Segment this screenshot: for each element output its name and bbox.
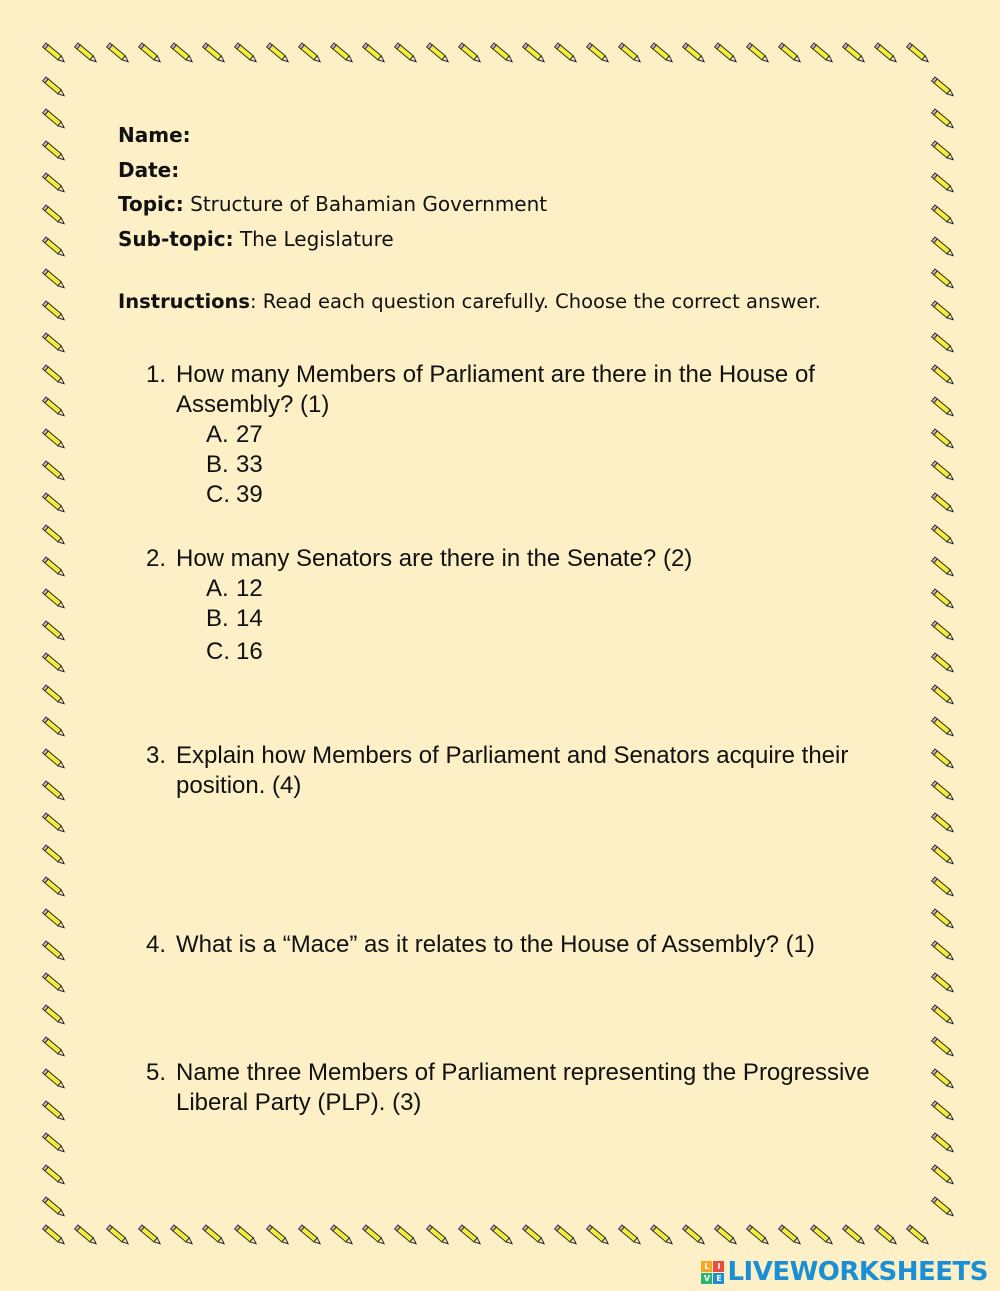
logo-block-i: I bbox=[713, 1261, 724, 1272]
pencil-icon bbox=[932, 493, 955, 514]
pencil-icon bbox=[619, 1225, 642, 1246]
question-2-option-a[interactable] bbox=[206, 574, 263, 604]
question-2 bbox=[146, 544, 886, 574]
pencil-icon bbox=[932, 941, 955, 962]
question-text: How many Members of Parliament are there in the House of Assembly? (1) bbox=[176, 361, 815, 418]
question-4 bbox=[146, 930, 886, 960]
logo-block-e: E bbox=[713, 1273, 724, 1284]
pencil-icon bbox=[932, 269, 955, 290]
pencil-icon bbox=[43, 77, 66, 98]
pencil-icon bbox=[43, 43, 66, 64]
subtopic-label: Sub-topic: bbox=[118, 226, 234, 251]
pencil-icon bbox=[587, 1225, 610, 1246]
pencil-icon bbox=[43, 973, 66, 994]
question-number: 1. bbox=[146, 361, 167, 388]
date-row bbox=[118, 153, 547, 188]
option-value: 12 bbox=[236, 575, 263, 602]
pencil-icon bbox=[43, 397, 66, 418]
question-1-option-c[interactable] bbox=[206, 480, 263, 510]
pencil-icon bbox=[43, 237, 66, 258]
pencil-icon bbox=[491, 1225, 514, 1246]
subtopic-row bbox=[118, 222, 547, 257]
pencil-icon bbox=[395, 43, 418, 64]
date-label: Date: bbox=[118, 157, 180, 182]
pencil-icon bbox=[459, 1225, 482, 1246]
pencil-icon bbox=[932, 77, 955, 98]
pencil-icon bbox=[523, 43, 546, 64]
option-value: 14 bbox=[236, 605, 263, 632]
pencil-icon bbox=[299, 43, 322, 64]
pencil-icon bbox=[43, 557, 66, 578]
option-letter: A. bbox=[206, 575, 229, 602]
pencil-icon bbox=[43, 749, 66, 770]
pencil-icon bbox=[932, 1165, 955, 1186]
pencil-icon bbox=[779, 43, 802, 64]
pencil-icon bbox=[43, 1197, 66, 1218]
pencil-icon bbox=[932, 461, 955, 482]
pencil-icon bbox=[932, 109, 955, 130]
pencil-icon bbox=[43, 109, 66, 130]
pencil-icon bbox=[43, 589, 66, 610]
pencil-icon bbox=[43, 141, 66, 162]
pencil-icon bbox=[932, 301, 955, 322]
pencil-icon bbox=[43, 205, 66, 226]
pencil-icon bbox=[491, 43, 514, 64]
pencil-icon bbox=[683, 43, 706, 64]
question-text: How many Senators are there in the Senate? (2) bbox=[176, 545, 693, 572]
pencil-icon bbox=[932, 685, 955, 706]
pencil-icon bbox=[43, 269, 66, 290]
pencil-icon bbox=[907, 1225, 930, 1246]
pencil-icon bbox=[43, 461, 66, 482]
pencil-icon bbox=[932, 1005, 955, 1026]
pencil-icon bbox=[932, 589, 955, 610]
name-label: Name: bbox=[118, 123, 191, 147]
topic-row bbox=[118, 187, 547, 222]
pencil-icon bbox=[43, 365, 66, 386]
question-number: 5. bbox=[146, 1059, 167, 1086]
logo-block-l: L bbox=[701, 1261, 712, 1272]
pencil-icon bbox=[715, 1225, 738, 1246]
pencil-icon bbox=[267, 1225, 290, 1246]
option-value: 27 bbox=[236, 421, 263, 448]
liveworksheets-logo bbox=[701, 1257, 988, 1287]
pencil-icon bbox=[107, 1225, 130, 1246]
pencil-icon bbox=[43, 781, 66, 802]
pencil-icon bbox=[299, 1225, 322, 1246]
pencil-icon bbox=[139, 43, 162, 64]
pencil-icon bbox=[932, 205, 955, 226]
question-2-option-c[interactable] bbox=[206, 637, 263, 667]
pencil-icon bbox=[43, 1133, 66, 1154]
logo-text: LIVEWORKSHEETS bbox=[727, 1257, 988, 1287]
option-letter: B. bbox=[206, 451, 229, 478]
pencil-icon bbox=[932, 909, 955, 930]
option-letter: A. bbox=[206, 421, 229, 448]
pencil-icon bbox=[459, 43, 482, 64]
pencil-icon bbox=[651, 1225, 674, 1246]
pencil-icon bbox=[43, 717, 66, 738]
pencil-icon bbox=[932, 813, 955, 834]
question-2-option-b[interactable] bbox=[206, 604, 263, 634]
option-letter: C. bbox=[206, 481, 230, 508]
pencil-icon bbox=[932, 525, 955, 546]
pencil-icon bbox=[932, 333, 955, 354]
option-letter: B. bbox=[206, 605, 229, 632]
instructions-text: : Read each question carefully. Choose the correct answer. bbox=[250, 290, 821, 313]
pencil-icon bbox=[203, 43, 226, 64]
pencil-icon bbox=[555, 43, 578, 64]
pencil-icon bbox=[843, 43, 866, 64]
pencil-icon bbox=[363, 1225, 386, 1246]
pencil-icon bbox=[235, 1225, 258, 1246]
pencil-icon bbox=[43, 877, 66, 898]
pencil-icon bbox=[331, 43, 354, 64]
pencil-icon bbox=[843, 1225, 866, 1246]
pencil-icon bbox=[651, 43, 674, 64]
question-1-option-b[interactable] bbox=[206, 450, 263, 480]
pencil-icon bbox=[363, 43, 386, 64]
pencil-icon bbox=[932, 397, 955, 418]
pencil-icon bbox=[43, 813, 66, 834]
option-letter: C. bbox=[206, 638, 230, 665]
pencil-icon bbox=[932, 877, 955, 898]
question-5 bbox=[146, 1058, 886, 1118]
question-number: 2. bbox=[146, 545, 167, 572]
pencil-icon bbox=[43, 333, 66, 354]
question-3 bbox=[146, 741, 886, 801]
pencil-icon bbox=[932, 717, 955, 738]
pencil-icon bbox=[932, 653, 955, 674]
pencil-icon bbox=[932, 1133, 955, 1154]
pencil-icon bbox=[267, 43, 290, 64]
pencil-icon bbox=[811, 43, 834, 64]
topic-label: Topic: bbox=[118, 192, 184, 216]
logo-blocks-icon bbox=[701, 1261, 724, 1284]
pencil-icon bbox=[43, 685, 66, 706]
pencil-icon bbox=[75, 43, 98, 64]
pencil-icon bbox=[427, 1225, 450, 1246]
pencil-icon bbox=[43, 1165, 66, 1186]
pencil-icon bbox=[932, 1197, 955, 1218]
pencil-icon bbox=[932, 1101, 955, 1122]
pencil-icon bbox=[932, 1037, 955, 1058]
worksheet-header bbox=[118, 118, 547, 256]
instructions bbox=[118, 290, 821, 313]
pencil-icon bbox=[43, 1037, 66, 1058]
pencil-icon bbox=[107, 43, 130, 64]
pencil-icon bbox=[907, 43, 930, 64]
pencil-icon bbox=[235, 43, 258, 64]
pencil-icon bbox=[43, 301, 66, 322]
pencil-icon bbox=[747, 1225, 770, 1246]
pencil-icon bbox=[171, 43, 194, 64]
pencil-icon bbox=[139, 1225, 162, 1246]
pencil-icon bbox=[427, 43, 450, 64]
instructions-label: Instructions bbox=[118, 290, 251, 313]
question-1 bbox=[146, 360, 886, 420]
pencil-icon bbox=[43, 493, 66, 514]
question-text: Name three Members of Parliament representing the Progressive Liberal Party (PLP). (3) bbox=[176, 1059, 870, 1116]
pencil-icon bbox=[932, 237, 955, 258]
pencil-icon bbox=[715, 43, 738, 64]
pencil-icon bbox=[747, 43, 770, 64]
question-number: 4. bbox=[146, 931, 167, 958]
pencil-icon bbox=[43, 941, 66, 962]
pencil-icon bbox=[43, 525, 66, 546]
pencil-icon bbox=[43, 621, 66, 642]
pencil-icon bbox=[875, 43, 898, 64]
pencil-icon bbox=[75, 1225, 98, 1246]
pencil-icon bbox=[43, 1101, 66, 1122]
pencil-icon bbox=[932, 1069, 955, 1090]
pencil-icon bbox=[932, 141, 955, 162]
pencil-icon bbox=[203, 1225, 226, 1246]
question-number: 3. bbox=[146, 742, 167, 769]
pencil-icon bbox=[932, 621, 955, 642]
pencil-icon bbox=[523, 1225, 546, 1246]
pencil-icon bbox=[331, 1225, 354, 1246]
logo-block-v: V bbox=[701, 1273, 712, 1284]
pencil-icon bbox=[932, 365, 955, 386]
pencil-icon bbox=[43, 173, 66, 194]
pencil-icon bbox=[171, 1225, 194, 1246]
pencil-icon bbox=[43, 1005, 66, 1026]
option-value: 16 bbox=[236, 638, 263, 665]
pencil-icon bbox=[932, 845, 955, 866]
pencil-icon bbox=[875, 1225, 898, 1246]
pencil-icon bbox=[43, 1069, 66, 1090]
option-value: 39 bbox=[236, 481, 263, 508]
pencil-icon bbox=[43, 845, 66, 866]
pencil-icon bbox=[932, 429, 955, 450]
question-text: What is a “Mace” as it relates to the House of Assembly? (1) bbox=[176, 931, 815, 958]
pencil-icon bbox=[932, 749, 955, 770]
pencil-icon bbox=[932, 973, 955, 994]
pencil-icon bbox=[932, 781, 955, 802]
pencil-icon bbox=[932, 173, 955, 194]
pencil-icon bbox=[683, 1225, 706, 1246]
pencil-icon bbox=[811, 1225, 834, 1246]
question-text: Explain how Members of Parliament and Senators acquire their position. (4) bbox=[176, 742, 849, 799]
pencil-icon bbox=[43, 429, 66, 450]
pencil-icon bbox=[619, 43, 642, 64]
pencil-icon bbox=[43, 909, 66, 930]
pencil-icon bbox=[932, 557, 955, 578]
option-value: 33 bbox=[236, 451, 263, 478]
pencil-icon bbox=[587, 43, 610, 64]
question-1-option-a[interactable] bbox=[206, 420, 263, 450]
pencil-icon bbox=[555, 1225, 578, 1246]
pencil-icon bbox=[43, 1225, 66, 1246]
subtopic-value: The Legislature bbox=[239, 226, 394, 251]
name-row bbox=[118, 118, 547, 153]
pencil-icon bbox=[779, 1225, 802, 1246]
pencil-icon bbox=[395, 1225, 418, 1246]
topic-value: Structure of Bahamian Government bbox=[190, 192, 548, 216]
pencil-icon bbox=[43, 653, 66, 674]
